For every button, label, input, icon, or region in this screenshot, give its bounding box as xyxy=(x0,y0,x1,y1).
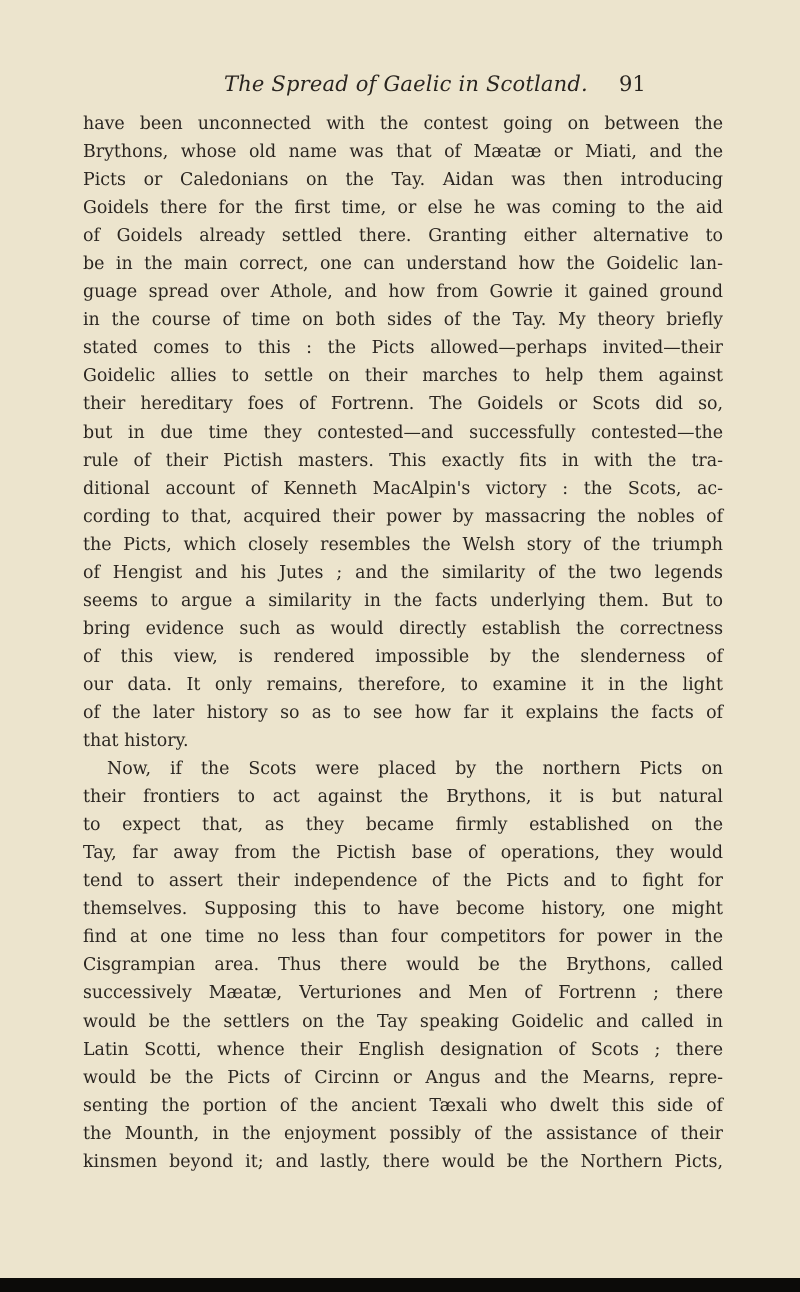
text-line: their hereditary foes of Fortrenn. The Goidels or Scots did so, xyxy=(83,394,723,415)
text-line: would be the settlers on the Tay speaking Goidelic and called in xyxy=(83,1011,723,1032)
text-line: would be the Picts of Circinn or Angus and the Mearns, repre- xyxy=(83,1067,723,1088)
scan-edge-band xyxy=(0,1278,800,1292)
text-line: ditional account of Kenneth MacAlpin's victory : the Scots, ac- xyxy=(83,478,723,499)
text-line: seems to argue a similarity in the facts underlying them. But to xyxy=(83,590,723,611)
text-line: rule of their Pictish masters. This exactly fits in with the tra- xyxy=(83,450,723,471)
text-line: Goidelic allies to settle on their marches to help them against xyxy=(83,366,723,387)
text-line: have been unconnected with the contest going on between the xyxy=(83,114,723,134)
text-line: of Hengist and his Jutes ; and the similarity of the two legends xyxy=(83,562,723,583)
text-line: senting the portion of the ancient Tæxali who dwelt this side of xyxy=(83,1095,723,1116)
text-line: but in due time they contested—and successfully contested—the xyxy=(83,422,723,443)
text-line: of the later history so as to see how far it explains the facts of xyxy=(83,702,723,723)
text-line: Brythons, whose old name was that of Mæatæ or Miati, and the xyxy=(83,142,723,163)
text-line: stated comes to this : the Picts allowed—perhaps invited—their xyxy=(83,338,723,359)
text-line: of Goidels already settled there. Granting either alternative to xyxy=(83,226,723,247)
text-line: Tay, far away from the Pictish base of operations, they would xyxy=(83,843,723,864)
text-line: Latin Scotti, whence their English designation of Scots ; there xyxy=(83,1039,723,1060)
text-line: be in the main correct, one can understand how the Goidelic lan- xyxy=(83,254,723,275)
text-line: their frontiers to act against the Brythons, it is but natural xyxy=(83,787,723,808)
paragraph-end-line: that history. xyxy=(83,731,189,752)
body-text xyxy=(83,110,723,1176)
text-line: themselves. Supposing this to have become history, one might xyxy=(83,899,723,920)
text-line: find at one time no less than four competitors for power in the xyxy=(83,927,723,948)
running-title: The Spread of Gaelic in Scotland. xyxy=(224,72,588,96)
text-line: Picts or Caledonians on the Tay. Aidan was then introducing xyxy=(83,170,723,191)
text-line: cording to that, acquired their power by massacring the nobles of xyxy=(83,506,723,527)
text-line: to expect that, as they became firmly established on the xyxy=(83,815,723,836)
text-line: our data. It only remains, therefore, to examine it in the light xyxy=(83,674,723,695)
text-line: Cisgrampian area. Thus there would be the Brythons, called xyxy=(83,955,723,976)
running-head xyxy=(0,72,800,102)
text-line: the Mounth, in the enjoyment possibly of the assistance of their xyxy=(83,1123,723,1144)
text-line: successively Mæatæ, Verturiones and Men of Fortrenn ; there xyxy=(83,983,723,1004)
page-number: 91 xyxy=(619,72,646,96)
text-line: in the course of time on both sides of the Tay. My theory briefly xyxy=(83,310,723,331)
text-line: guage spread over Athole, and how from Gowrie it gained ground xyxy=(83,282,723,303)
text-line: Goidels there for the first time, or else he was coming to the aid xyxy=(83,198,723,219)
text-line: kinsmen beyond it; and lastly, there would be the Northern Picts, xyxy=(83,1151,723,1172)
text-line: the Picts, which closely resembles the Welsh story of the triumph xyxy=(83,534,723,555)
text-line: tend to assert their independence of the Picts and to fight for xyxy=(83,871,723,892)
text-line: of this view, is rendered impossible by the slenderness of xyxy=(83,646,723,667)
paragraph-start-line: Now, if the Scots were placed by the northern Picts on xyxy=(107,759,723,780)
text-line: bring evidence such as would directly establish the correctness xyxy=(83,618,723,639)
